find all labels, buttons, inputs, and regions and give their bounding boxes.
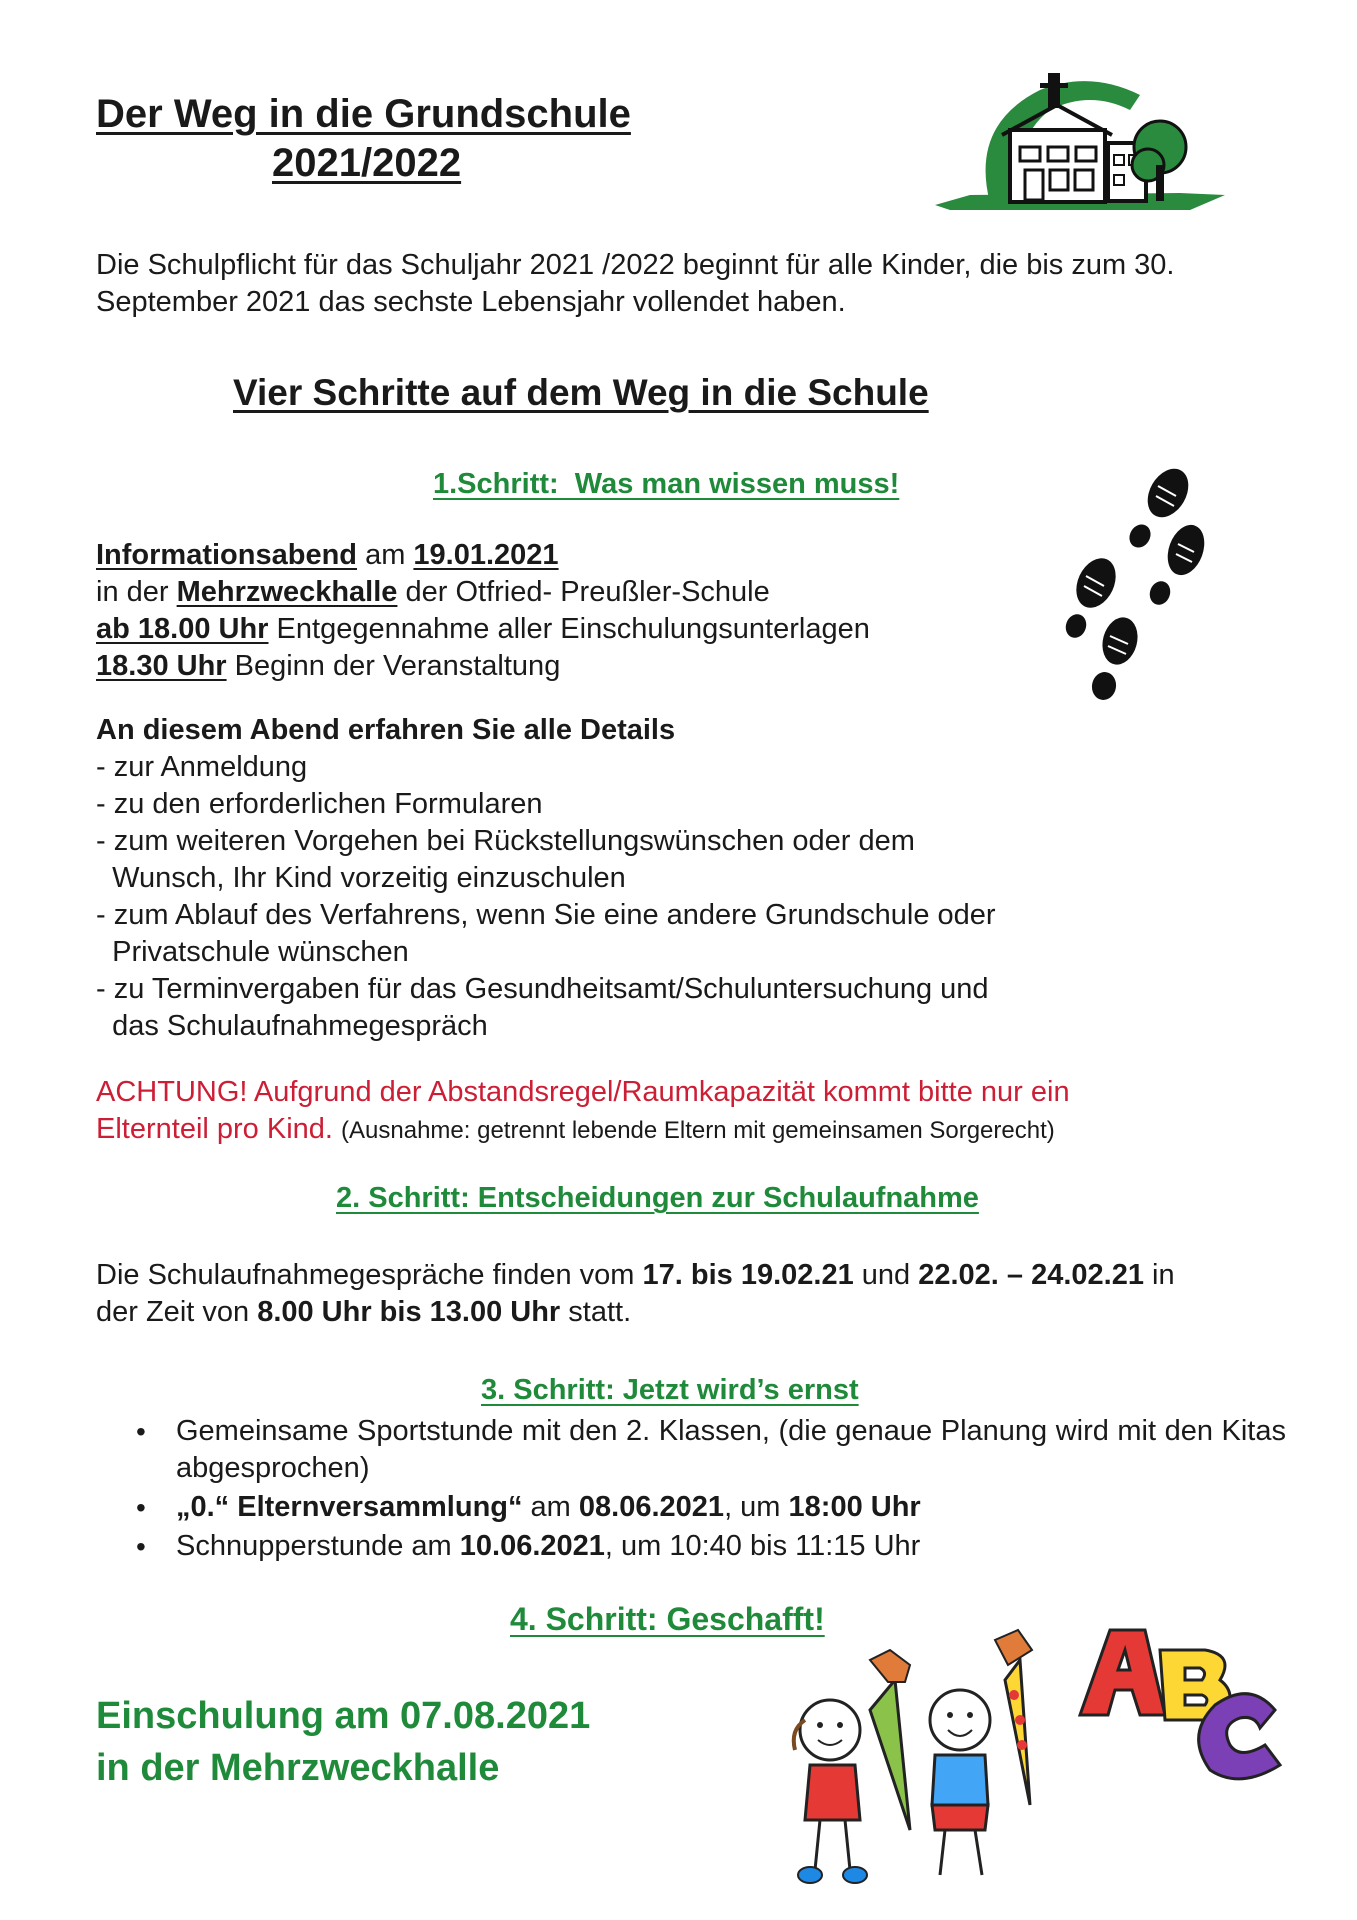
page-title xyxy=(96,92,736,186)
details-item: - zum weiteren Vorgehen bei Rückstellungswünschen oder dem xyxy=(96,825,915,857)
step3-item-3-post: , um 10:40 bis 11:15 Uhr xyxy=(604,1530,921,1562)
warning-line-2-text: Elternteil pro Kind. xyxy=(96,1113,333,1145)
parent-meeting-time: 18:00 Uhr xyxy=(788,1491,921,1523)
details-item: Privatschule wünschen xyxy=(96,936,409,968)
warning-line-2 xyxy=(96,1111,1296,1149)
details-item: - zu den erforderlichen Formularen xyxy=(96,788,543,820)
step2-heading: 2. Schritt: Entscheidungen zur Schulaufnahme xyxy=(336,1182,979,1214)
step3-heading: 3. Schritt: Jetzt wird’s ernst xyxy=(481,1374,859,1406)
parent-meeting-date: 08.06.2021 xyxy=(578,1491,725,1523)
info-evening-label: Informationsabend xyxy=(96,539,358,571)
step3-item-2-mid: am xyxy=(522,1491,579,1523)
footprints-icon xyxy=(1048,458,1208,718)
abc-letters-illustration xyxy=(1070,1620,1290,1790)
school-logo-icon xyxy=(930,55,1230,215)
warning-block xyxy=(96,1074,1296,1149)
step2-text xyxy=(96,1257,1306,1331)
enrollment-block xyxy=(96,1690,590,1794)
details-item: - zum Ablauf des Verfahrens, wenn Sie eine andere Grundschule oder xyxy=(96,899,996,931)
info-line-4 xyxy=(96,648,996,685)
list-item xyxy=(136,1528,1286,1565)
step2-line-1 xyxy=(96,1257,1306,1294)
step2-line-2 xyxy=(96,1294,1306,1331)
warning-note: (Ausnahme: getrennt lebende Eltern mit gemeinsamen Sorgerecht) xyxy=(341,1117,1055,1144)
trial-lesson-date: 10.06.2021 xyxy=(459,1530,605,1562)
step1-heading: 1.Schritt: Was man wissen muss! xyxy=(433,468,900,500)
list-item xyxy=(136,1413,1286,1487)
step3-list xyxy=(136,1413,1286,1565)
details-item: - zur Anmeldung xyxy=(96,751,308,783)
step2-times: 8.00 Uhr bis 13.00 Uhr xyxy=(257,1296,561,1328)
section-title: Vier Schritte auf dem Weg in die Schule xyxy=(233,372,929,413)
info-line-3 xyxy=(96,611,996,648)
info-evening-date: 19.01.2021 xyxy=(413,539,559,571)
info-line-2-post: der Otfried- Preußler-Schule xyxy=(397,576,770,608)
start-time: ab 18.00 Uhr xyxy=(96,613,269,645)
info-line-2-pre: in der xyxy=(96,576,177,608)
intro-text: Die Schulpflicht für das Schuljahr 2021 /2022 beginnt für alle Kinder, die bis zum 30. September 2021 das sechste Lebensjahr vollendet haben. xyxy=(96,249,1175,318)
title-line-2: 2021/2022 xyxy=(272,141,462,185)
enrollment-line-2: in der Mehrzweckhalle xyxy=(96,1747,500,1789)
step3-item-2-sep: , um xyxy=(724,1491,789,1523)
info-evening-block xyxy=(96,537,996,685)
step2-t5: statt. xyxy=(560,1296,632,1328)
event-time: 18.30 Uhr xyxy=(96,650,227,682)
info-line-4-post: Beginn der Veranstaltung xyxy=(226,650,561,682)
info-line-3-post: Entgegennahme aller Einschulungsunterlagen xyxy=(268,613,870,645)
children-with-school-cones-illustration xyxy=(770,1620,1070,1900)
step2-t2: und xyxy=(853,1259,919,1291)
step2-t4: der Zeit von xyxy=(96,1296,258,1328)
enrollment-line-1: Einschulung am 07.08.2021 xyxy=(96,1695,591,1737)
details-heading: An diesem Abend erfahren Sie alle Details xyxy=(96,714,676,746)
info-line-1-mid: am xyxy=(357,539,414,571)
step2-dates-2: 22.02. – 24.02.21 xyxy=(918,1259,1144,1291)
step4-heading: 4. Schritt: Geschafft! xyxy=(510,1601,825,1637)
step2-t1: Die Schulaufnahmegespräche finden vom xyxy=(96,1259,643,1291)
step2-dates-1: 17. bis 19.02.21 xyxy=(642,1259,854,1291)
details-item: Wunsch, Ihr Kind vorzeitig einzuschulen xyxy=(96,862,626,894)
details-list xyxy=(96,749,1246,1045)
list-item xyxy=(136,1489,1286,1526)
step2-t3: in xyxy=(1143,1259,1175,1291)
step3-item-1-text: Gemeinsame Sportstunde mit den 2. Klassen, (die genaue Planung wird mit den Kitas abgesprochen) xyxy=(176,1415,1286,1484)
info-line-1 xyxy=(96,537,996,574)
details-item: das Schulaufnahmegespräch xyxy=(96,1010,488,1042)
warning-line-1: ACHTUNG! Aufgrund der Abstandsregel/Raumkapazität kommt bitte nur ein xyxy=(96,1076,1070,1108)
step3-item-3-pre: Schnupperstunde am xyxy=(176,1530,460,1562)
parent-meeting-label: „0.“ Elternversammlung“ xyxy=(176,1491,523,1523)
info-line-2 xyxy=(96,574,996,611)
venue-label: Mehrzweckhalle xyxy=(176,576,398,608)
title-line-1: Der Weg in die Grundschule xyxy=(96,92,631,136)
details-item: - zu Terminvergaben für das Gesundheitsamt/Schuluntersuchung und xyxy=(96,973,989,1005)
